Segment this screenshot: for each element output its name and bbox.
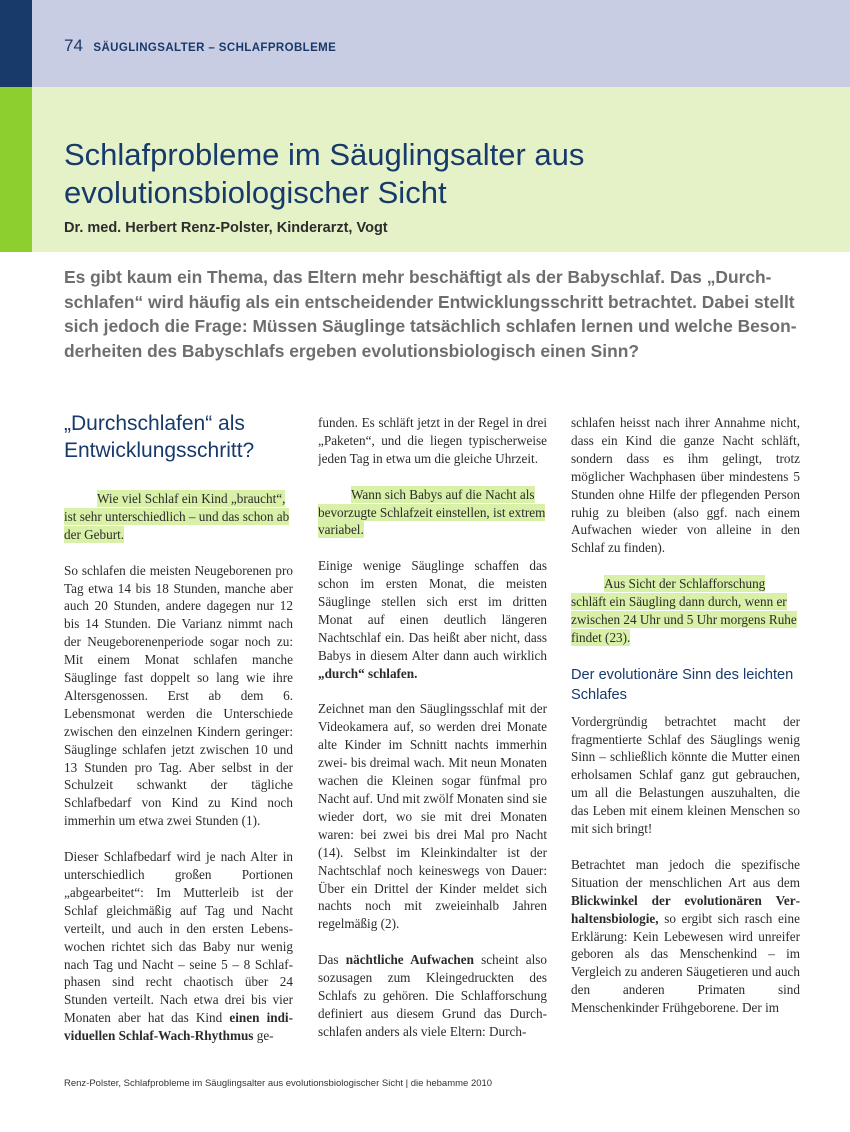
footer-citation: Renz-Polster, Schlafprobleme im Säuglingsalter aus evolutionsbiologischer Sicht | die hebamme 2010 xyxy=(64,1078,493,1089)
pull-quote xyxy=(571,575,800,647)
subsection-heading: Der evolutionäre Sinn des leichten Schlafes xyxy=(571,666,794,703)
column-3 xyxy=(571,414,800,1074)
page-number: 74 xyxy=(64,36,83,55)
pull-quote-text: Wie viel Schlaf ein Kind „braucht“, ist sehr unterschiedlich – und das schon ab der Geburt. xyxy=(64,491,290,542)
article-title: Schlafprobleme im Säuglingsalter aus evolutionsbiologischer Sicht xyxy=(64,137,585,210)
emphasis: nächtliche Aufwachen xyxy=(345,952,474,968)
running-header xyxy=(64,36,336,56)
paragraph-text: scheint also sozusagen zum Kleingedruckten des Schlafs zu gehören. Die Schlafforschung definiert aus diesem Grund das Durchschlafen anders als viele Eltern: Durch- xyxy=(318,952,547,1039)
paragraph-text: Betrachtet man jedoch die spezifische Situation der menschlichen Art aus dem xyxy=(571,856,800,890)
section-heading: „Durchschlafen“ als Entwicklungsschritt? xyxy=(64,412,255,462)
paragraph xyxy=(64,848,293,1045)
pull-quote xyxy=(64,490,293,544)
section-label: SÄUGLINGSALTER – SCHLAFPROBLEME xyxy=(93,42,337,54)
pull-quote-text: Aus Sicht der Schlafforschung schläft ein Säugling dann durch, wenn er zwischen 24 Uhr und 5 Uhr morgens Ruhe findet (23). xyxy=(571,576,797,645)
paragraph: So schlafen die meisten Neugeborenen pro Tag etwa 14 bis 18 Stunden, manche aber auch 20 Stunden, andere dagegen nur 12 bis 14 Stunden. Die Varianz nimmt nach der Neugeborenenperiode sogar noch zu: Mit einem Monat schlafen manche Säuglinge fast doppelt so lang wie ihre Altersgenossen. Erst ab dem 6. Lebensmonat werden die Unterschiede zwischen den einzelnen Kindern geringer: Säuglinge schlafen jetzt zwischen 10 und 13 Stunden pro Tag. Aber selbst in der Schulzeit schwankt der tägliche Schlafbedarf von Kind zu Kind noch immerhin um etwa zwei Stunden (1). xyxy=(64,562,293,829)
paragraph: schlafen heisst nach ihrer Annahme nicht, dass ein Kind die ganze Nacht schläft, sondern dass es ihm gelingt, trotz möglicher Wachphasen über mindestens 5 Stunden ohne Hilfe der pflegenden Person ruhig zu bleiben (also ggf. nach einem Aufwachen wieder von alleine in den Schlaf zu finden). xyxy=(571,415,800,556)
column-2 xyxy=(318,414,547,1074)
paragraph-text: Dieser Schlafbedarf wird je nach Alter in unterschiedlich großen Portionen „abgearbeitet“: Im Mutterleib ist der Schlaf gleichmäßig auf Tag und Nacht verteilt, und auch in den ersten Lebenswochen richtet sich das Baby nur wenig nach Tag und Nacht – seine 5 – 8 Schlafphasen sind recht chaotisch über 24 Stunden verteilt. Nach etwa drei bis vier Monaten aber hat das Kind xyxy=(64,849,293,1026)
emphasis: einen individuellen Schlaf-Wach-Rhythmus xyxy=(64,1010,293,1044)
emphasis: „durch“ schlafen. xyxy=(318,665,418,681)
paragraph xyxy=(318,557,547,682)
paragraph-text: Das xyxy=(318,952,346,968)
paragraph: Vordergründig betrachtet macht der fragmentierte Schlaf des Säuglings wenig Sinn – schließlich könnte die Mutter einen erholsamen Schlaf ganz gut gebrauchen, um all die Belastungen auszuhalten, die das Leben mit einem kleinen Menschen so mit sich bringt! xyxy=(571,713,800,837)
paragraph xyxy=(571,856,800,1017)
paragraph-text: ge- xyxy=(253,1028,274,1044)
paragraph: funden. Es schläft jetzt in der Regel in drei „Paketen“, und die liegen typischerweise jeden Tag in etwa um die gleiche Uhrzeit. xyxy=(318,415,547,466)
paragraph-text: Einige wenige Säuglinge schaffen das schon im ersten Monat, die meisten Säuglinge stellen sich erst im dritten Monat auf einen deutlich längeren Nachtschlaf ein. Das heißt aber nicht, dass Babys in diesem Alter dann auch wirklich xyxy=(318,558,547,663)
pull-quote xyxy=(318,486,547,540)
emphasis: Blickwinkel der evolutionären Verhaltensbiologie, xyxy=(571,892,800,926)
column-1 xyxy=(64,410,293,1070)
paragraph: Zeichnet man den Säuglingsschlaf mit der Videokamera auf, so werden drei Monate alte Kinder im Schnitt nachts immerhin zwei- bis dreimal wach. Mit neun Monaten wachen die Kleinen sogar fünfmal pro Nacht auf. Und mit zwölf Monaten sind sie wieder dort, wo sie mit drei Monaten waren: bei zwei bis drei Mal pro Nacht (14). Selbst im Kleinkindalter ist der Nachtschlaf noch keineswegs von Dauer: Über ein Drittel der Kinder meldet sich nachts noch mit zweieinhalb Jahren regelmäßig (2). xyxy=(318,701,547,932)
article-author: Dr. med. Herbert Renz-Polster, Kinderarzt, Vogt xyxy=(64,220,388,236)
header-accent-stripe xyxy=(0,0,32,87)
paragraph xyxy=(318,951,547,1041)
article-lead: Es gibt kaum ein Thema, das Eltern mehr beschäftigt als der Babyschlaf. Das „Durchschlafen“ wird häufig als ein entscheidender Entwicklungsschritt betrachtet. Dabei stellt sich jedoch die Frage: Müssen Säuglinge tatsächlich schlafen lernen und welche Besonderheiten des Babyschlafs ergeben evolutionsbiologisch einen Sinn? xyxy=(64,267,797,361)
title-accent-stripe xyxy=(0,87,32,252)
paragraph-text: so ergibt sich rasch eine Erklärung: Kein Lebewesen wird unreifer geboren als das Menschenkind – im Vergleich zu anderen Säugetieren und auch den anderen Primaten sind Menschenkinder Frühgeborene. Der im xyxy=(571,910,800,1016)
pull-quote-text: Wann sich Babys auf die Nacht als bevorzugte Schlafzeit einstellen, ist extrem variabel. xyxy=(318,486,546,538)
